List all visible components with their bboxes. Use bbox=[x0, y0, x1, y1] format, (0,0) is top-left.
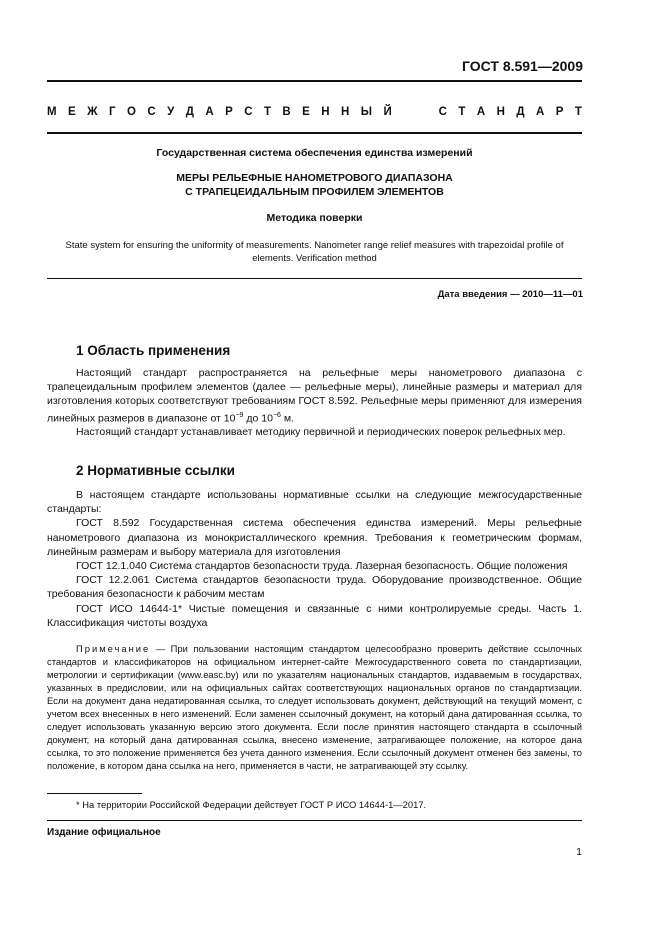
footnote-rule bbox=[47, 793, 142, 794]
note-label: Примечание bbox=[76, 643, 151, 654]
exponent: −9 bbox=[235, 411, 244, 419]
banner-letter: Е bbox=[302, 106, 310, 118]
section-1-body bbox=[47, 366, 582, 440]
edition-label: Издание официальное bbox=[47, 827, 161, 838]
banner-letter: А bbox=[476, 106, 486, 118]
reference-item: В настоящем стандарте использованы нормативные ссылки на следующие межгосударственные стандарты: bbox=[47, 489, 582, 516]
banner-letter: В bbox=[282, 106, 291, 118]
footnote: * На территории Российской Федерации действует ГОСТ Р ИСО 14644-1—2017. bbox=[76, 799, 427, 810]
title-line: С ТРАПЕЦЕИДАЛЬНЫМ ПРОФИЛЕМ ЭЛЕМЕНТОВ bbox=[185, 186, 444, 198]
banner-letter: Й bbox=[383, 106, 392, 118]
section-1-paragraph bbox=[47, 366, 582, 425]
title-line: МЕРЫ РЕЛЬЕФНЫЕ НАНОМЕТРОВОГО ДИАПАЗОНА bbox=[176, 172, 453, 184]
section-2-body bbox=[47, 488, 582, 630]
banner-letter: С bbox=[244, 106, 253, 118]
english-title-line: elements. Verification method bbox=[252, 253, 377, 264]
footer-rule bbox=[47, 820, 582, 821]
top-rule bbox=[47, 80, 582, 82]
banner-letter: Н bbox=[341, 106, 350, 118]
banner-letter: Н bbox=[321, 106, 330, 118]
interstate-standard-banner bbox=[47, 106, 582, 118]
banner-letter: Т bbox=[458, 106, 466, 118]
text-run: до 10 bbox=[243, 412, 273, 425]
banner-letter: Т bbox=[574, 106, 582, 118]
banner-letter: М bbox=[47, 106, 57, 118]
english-title-line: State system for ensuring the uniformity of measurements. Nanometer range relief measures with trapezoidal profile of bbox=[65, 240, 564, 251]
banner-letter: Ы bbox=[360, 106, 373, 118]
document-number: ГОСТ 8.591—2009 bbox=[461, 58, 583, 74]
banner-letter: Ж bbox=[87, 106, 98, 118]
system-heading: Государственная система обеспечения единства измерений bbox=[156, 147, 473, 159]
banner-letter: Е bbox=[68, 106, 76, 118]
note-text: — При пользовании настоящим стандартом целесообразно проверить действие ссылочных стандартов и классификаторов на официальном интернет-сайте Межгосударственного совета по стандартизации, метрологии и сертификации (www.easc.by) или по указателям национальных стандартов, издаваемым в государствах, указанных в предисловии, или на официальных сайтах соответствующих национальных органов по стандартизации. Если на документ дана недатированная ссылка, то следует использовать документ, действующий на текущий момент, с учетом всех внесенных в него изменений. Если заменен ссылочный документ, на который дана датированная ссылка, то следует использовать указанную версию этого документа. Если после принятия настоящего стандарта в ссылочный документ, на который дана датированная ссылка, внесено изменение, затрагивающее положение, на которое дана ссылка, то это положение применяется без учета данного изменения. Если ссылочный документ отменен без замены, то положение, в котором дана ссылка на него, применяется в части, не затрагивающей эту ссылку. bbox=[47, 643, 582, 771]
banner-letter: Д bbox=[185, 106, 194, 118]
banner-letter: Т bbox=[263, 106, 271, 118]
banner-letter: Р bbox=[555, 106, 564, 118]
banner-letter: Г bbox=[108, 106, 116, 118]
banner-letter: Н bbox=[496, 106, 505, 118]
text-run: м. bbox=[280, 412, 294, 425]
banner-letter: С bbox=[438, 106, 447, 118]
banner-letter: А bbox=[205, 106, 214, 118]
banner-letter: Р bbox=[225, 106, 233, 118]
document-title bbox=[47, 171, 582, 199]
introduction-date: Дата введения — 2010—11—01 bbox=[437, 289, 583, 300]
text-run: Настоящий стандарт распространяется на рельефные меры нанометрового диапазона с трапецеидальным профилем элементов (далее — рельефные меры), линейные размеры и материал для изготовления которых соответствуют требованиям ГОСТ 8.592. Рельефные меры применяют для измерения линейных размеров в диапазоне от 10 bbox=[47, 367, 582, 425]
page-number: 1 bbox=[576, 846, 582, 858]
note-block bbox=[47, 642, 582, 772]
title-rule bbox=[47, 278, 582, 279]
banner-letter: Д bbox=[516, 106, 525, 118]
banner-rule bbox=[47, 132, 582, 134]
reference-item: ГОСТ 12.2.061 Система стандартов безопасности труда. Оборудование производственное. Общие требования безопасности к рабочим местам bbox=[47, 574, 582, 601]
section-1-paragraph: Настоящий стандарт устанавливает методику первичной и периодических поверок рельефных мер. bbox=[76, 426, 566, 439]
section-1-heading: 1 Область применения bbox=[76, 343, 231, 358]
reference-item: ГОСТ 12.1.040 Система стандартов безопасности труда. Лазерная безопасность. Общие положения bbox=[76, 560, 568, 573]
banner-letter: А bbox=[535, 106, 545, 118]
banner-word-gap bbox=[403, 106, 427, 118]
section-2-heading: 2 Нормативные ссылки bbox=[76, 463, 235, 478]
reference-item: ГОСТ 8.592 Государственная система обеспечения единства измерений. Меры рельефные нанометрового диапазона из монокристаллического кремния. Требования к геометрическим формам, линейным размерам и выбору материала для изготовления bbox=[47, 517, 582, 558]
banner-letter: О bbox=[126, 106, 136, 118]
reference-item: ГОСТ ИСО 14644-1* Чистые помещения и связанные с ними контролируемые среды. Часть 1. Классификация чистоты воздуха bbox=[47, 602, 582, 629]
exponent: −6 bbox=[272, 411, 281, 419]
banner-letter: У bbox=[167, 106, 175, 118]
document-subtitle: Методика поверки bbox=[266, 212, 363, 224]
english-title bbox=[47, 239, 582, 265]
banner-letter: С bbox=[147, 106, 156, 118]
note-paragraph bbox=[47, 642, 582, 772]
